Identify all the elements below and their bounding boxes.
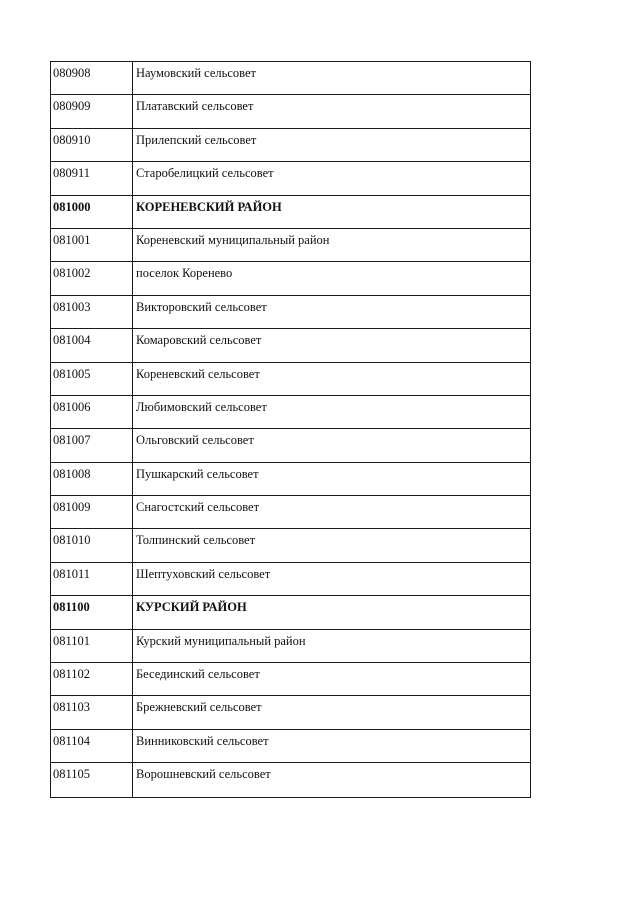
table-row (51, 629, 531, 662)
row-name: Шептуховский сельсовет (133, 562, 531, 595)
row-code: 081101 (51, 629, 133, 662)
row-name: Комаровский сельсовет (133, 329, 531, 362)
row-code: 081105 (51, 763, 133, 798)
table-row (51, 696, 531, 729)
row-name: Кореневский сельсовет (133, 362, 531, 395)
table-row (51, 329, 531, 362)
row-code: 081008 (51, 462, 133, 495)
row-code: 081104 (51, 729, 133, 762)
table-row-district-header (51, 195, 531, 228)
row-code: 081103 (51, 696, 133, 729)
table-row-district-header (51, 596, 531, 629)
row-name: Брежневский сельсовет (133, 696, 531, 729)
table-row (51, 162, 531, 195)
row-code: 081011 (51, 562, 133, 595)
table-row (51, 462, 531, 495)
table-row (51, 763, 531, 798)
table-row (51, 729, 531, 762)
row-code: 081004 (51, 329, 133, 362)
row-code: 081100 (51, 596, 133, 629)
table-row (51, 395, 531, 428)
row-name: Викторовский сельсовет (133, 295, 531, 328)
row-code: 081102 (51, 663, 133, 696)
row-code: 081000 (51, 195, 133, 228)
table-row (51, 562, 531, 595)
row-name: Кореневский муниципальный район (133, 228, 531, 261)
row-code: 081009 (51, 496, 133, 529)
row-code: 081005 (51, 362, 133, 395)
row-name: Ворошневский сельсовет (133, 763, 531, 798)
table-row (51, 228, 531, 261)
row-name: Толпинский сельсовет (133, 529, 531, 562)
table-row (51, 295, 531, 328)
row-name: Ольговский сельсовет (133, 429, 531, 462)
row-name: КОРЕНЕВСКИЙ РАЙОН (133, 195, 531, 228)
table-row (51, 62, 531, 95)
row-name: Винниковский сельсовет (133, 729, 531, 762)
row-code: 081003 (51, 295, 133, 328)
row-code: 080910 (51, 128, 133, 161)
table-row (51, 95, 531, 128)
row-name: Снагостский сельсовет (133, 496, 531, 529)
row-name: Наумовский сельсовет (133, 62, 531, 95)
row-code: 081007 (51, 429, 133, 462)
row-name: Курский муниципальный район (133, 629, 531, 662)
table-body (51, 62, 531, 798)
table-row (51, 663, 531, 696)
row-name: КУРСКИЙ РАЙОН (133, 596, 531, 629)
table-row (51, 362, 531, 395)
row-name: Платавский сельсовет (133, 95, 531, 128)
row-name: Старобелицкий сельсовет (133, 162, 531, 195)
row-name: Пушкарский сельсовет (133, 462, 531, 495)
row-code: 080908 (51, 62, 133, 95)
municipality-code-table (50, 61, 531, 798)
table-row (51, 262, 531, 295)
row-name: Бесединский сельсовет (133, 663, 531, 696)
row-name: Прилепский сельсовет (133, 128, 531, 161)
row-name: Любимовский сельсовет (133, 395, 531, 428)
row-code: 081001 (51, 228, 133, 261)
row-code: 081006 (51, 395, 133, 428)
table-row (51, 128, 531, 161)
table-row (51, 496, 531, 529)
row-code: 081010 (51, 529, 133, 562)
table-row (51, 429, 531, 462)
table-row (51, 529, 531, 562)
row-name: поселок Коренево (133, 262, 531, 295)
row-code: 080909 (51, 95, 133, 128)
row-code: 080911 (51, 162, 133, 195)
row-code: 081002 (51, 262, 133, 295)
